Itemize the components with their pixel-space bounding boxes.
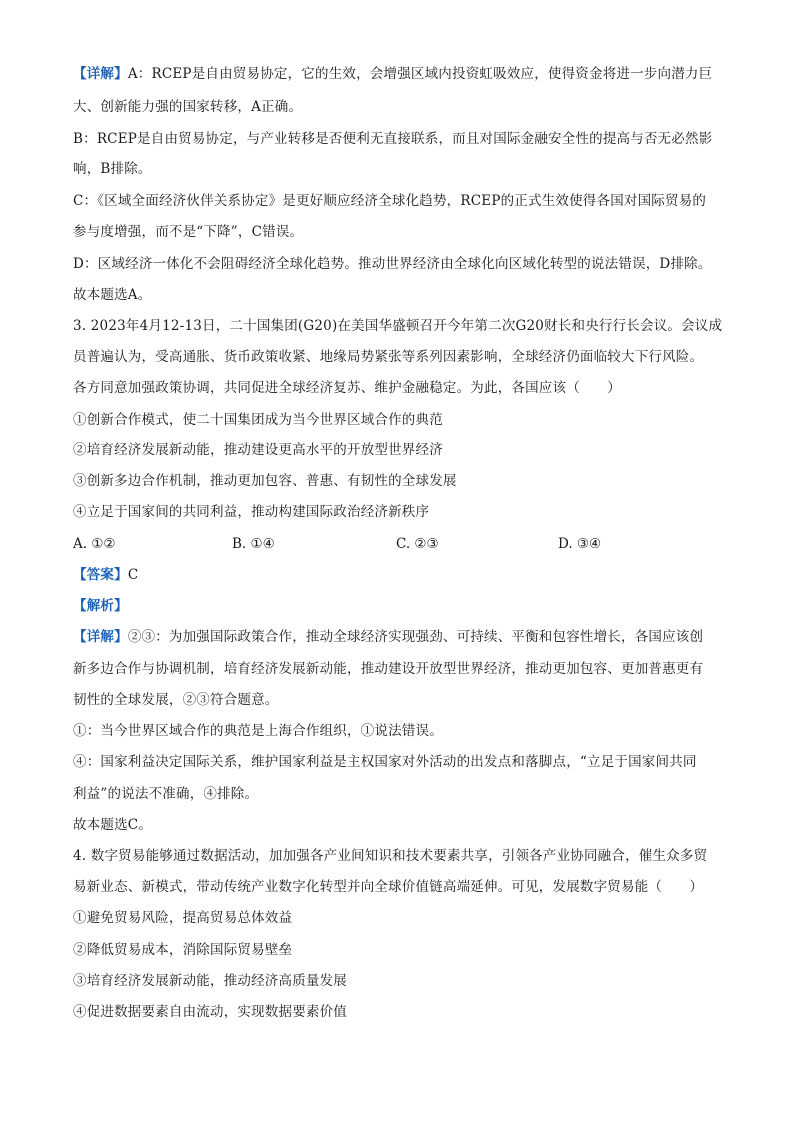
q3-stem-line-1: 3. 2023年4月12-13日，二十国集团(G20)在美国华盛顿召开今年第二次G20财长和央行行长会议。会议成 (73, 318, 723, 334)
q2-detail-line-6: 参与度增强，而不是“下降”，C错误。 (73, 224, 304, 240)
q3-detail-line-4: ①：当今世界区域合作的典范是上海合作组织，①说法错误。 (73, 723, 443, 739)
q3-detail-line-5: ④：国家利益决定国际关系，维护国家利益是主权国家对外活动的出发点和落脚点，“立足于国家间共同 (73, 754, 697, 770)
q4-item-4: ④促进数据要素自由流动，实现数据要素价值 (73, 1004, 347, 1020)
q3-detail-line-6: 利益”的说法不准确，④排除。 (73, 786, 259, 802)
answer-tag: 【答案】 (73, 567, 128, 583)
q3-item-4: ④立足于国家间的共同利益，推动构建国际政治经济新秩序 (73, 504, 430, 520)
q3-stem-line-2: 员普遍认为，受高通胀、货币政策收紧、地缘局势紧张等系列因素影响，全球经济仍面临较大下行风险。 (73, 349, 704, 365)
q3-answer (73, 560, 723, 591)
q3-detail-line-2: 新多边合作与协调机制，培育经济发展新动能，推动建设开放型世界经济，推动更加包容、更加普惠更有 (73, 661, 704, 677)
q3-option-b: B. ①④ (232, 536, 275, 552)
q4-stem-line-1: 4. 数字贸易能够通过数据活动，加加强各产业间知识和技术要素共享，引领各产业协同融合，催生众多贸 (73, 848, 708, 864)
q2-detail-line-4: 响，B排除。 (73, 161, 152, 177)
q4-item-1: ①避免贸易风险，提高贸易总体效益 (73, 910, 293, 926)
q3-analysis (73, 591, 723, 622)
q3-detail-line-3: 韧性的全球发展，②③符合题意。 (73, 692, 279, 708)
answer-value: C (127, 567, 139, 583)
detail-tag: 【详解】 (73, 66, 128, 82)
q3-option-a: A. ①② (73, 536, 116, 552)
detail-tag: 【详解】 (73, 629, 128, 645)
q2-detail-line-3: B：RCEP是自由贸易协定，与产业转移是否便利无直接联系，而且对国际金融安全性的提高与否无必然影 (73, 131, 713, 147)
q2-detail-line-1: 【详解】A：RCEP是自由贸易协定，它的生效，会增强区域内投资虹吸效应，使得资金将进一步向潜力巨 (73, 66, 713, 82)
q3-detail-line-1: 【详解】②③：为加强国际政策合作，推动全球经济实现强劲、可持续、平衡和包容性增长，各国应该创 (73, 629, 704, 645)
q4-stem-line-2: 易新业态、新模式，带动传统产业数字化转型并向全球价值链高端延伸。可见，发展数字贸易能（ ） (73, 879, 704, 895)
q4-item-3: ③培育经济发展新动能，推动经济高质量发展 (73, 973, 347, 989)
q3-conclusion: 故本题选C。 (73, 817, 153, 833)
analysis-tag: 【解析】 (73, 598, 128, 614)
q2-conclusion: 故本题选A。 (73, 287, 152, 303)
q3-item-3: ③创新多边合作机制，推动更加包容、普惠、有韧性的全球发展 (73, 473, 457, 489)
q4-item-2: ②降低贸易成本，消除国际贸易壁垒 (73, 942, 293, 958)
q3-option-c: C. ②③ (396, 536, 439, 552)
q3-stem-line-3: 各方同意加强政策协调，共同促进全球经济复苏、维护金融稳定。为此，各国应该（ ） (73, 380, 621, 396)
q2-detail-line-2: 大、创新能力强的国家转移，A正确。 (73, 99, 303, 115)
q2-detail-line-7: D：区域经济一体化不会阻碍经济全球化趋势。推动世界经济由全球化向区域化转型的说法错误，D排除。 (73, 256, 712, 272)
q2-detail-line-5: C：《区域全面经济伙伴关系协定》是更好顺应经济全球化趋势，RCEP的正式生效使得各国对国际贸易的 (73, 193, 707, 209)
q3-option-d: D. ③④ (558, 536, 602, 552)
q3-item-1: ①创新合作模式，使二十国集团成为当今世界区域合作的典范 (73, 412, 443, 428)
q3-item-2: ②培育经济发展新动能，推动建设更高水平的开放型世界经济 (73, 442, 443, 458)
